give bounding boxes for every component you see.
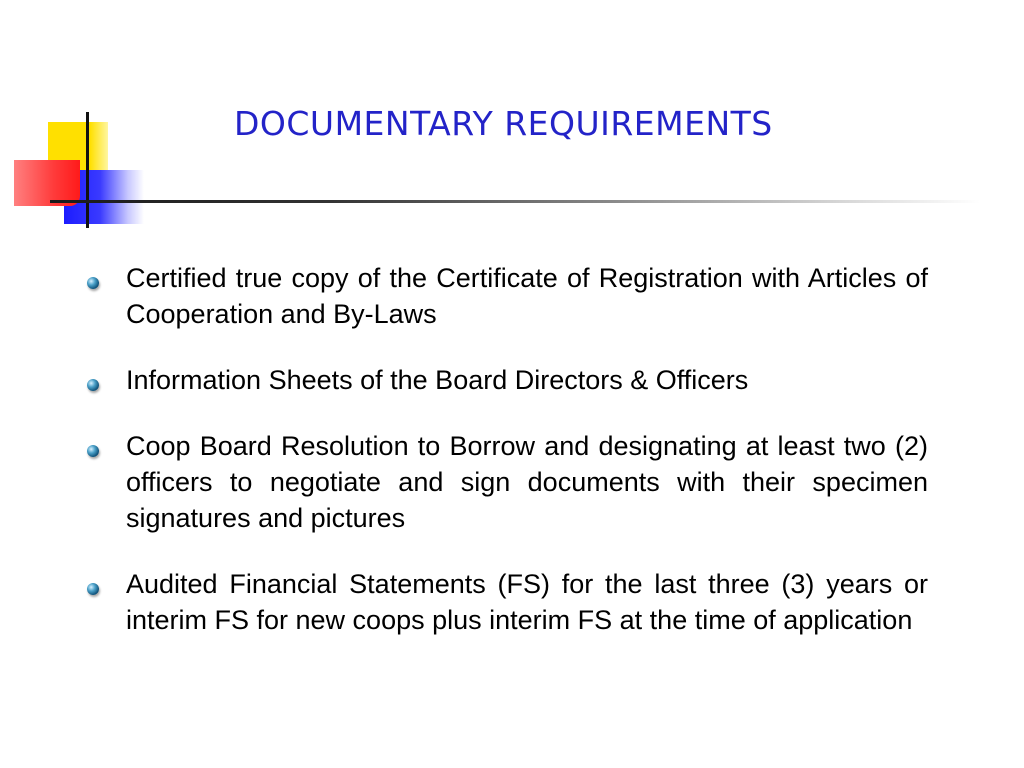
sphere-bullet-icon	[87, 445, 99, 457]
sphere-bullet-icon	[87, 277, 99, 289]
slide-title: DOCUMENTARY REQUIREMENTS	[234, 104, 773, 143]
bullet-text: Information Sheets of the Board Directors & Officers	[126, 365, 749, 395]
bullet-text: Coop Board Resolution to Borrow and designating at least two (2) officers to negotiate and sign documents with their specimen signatures and pictures	[126, 431, 928, 533]
bullet-item	[84, 566, 928, 638]
bullet-text: Audited Financial Statements (FS) for the last three (3) years or interim FS for new coops plus interim FS at the time of application	[126, 569, 928, 635]
decorative-vertical-line	[86, 112, 89, 228]
bullet-item	[84, 428, 928, 536]
sphere-bullet-icon	[87, 583, 99, 595]
title-underline-rule	[50, 200, 980, 203]
sphere-bullet-icon	[87, 379, 99, 391]
bullet-item	[84, 362, 928, 398]
bullet-item	[84, 260, 928, 332]
bullet-text: Certified true copy of the Certificate of Registration with Articles of Cooperation and By-Laws	[126, 263, 928, 329]
bullet-list	[84, 260, 928, 668]
